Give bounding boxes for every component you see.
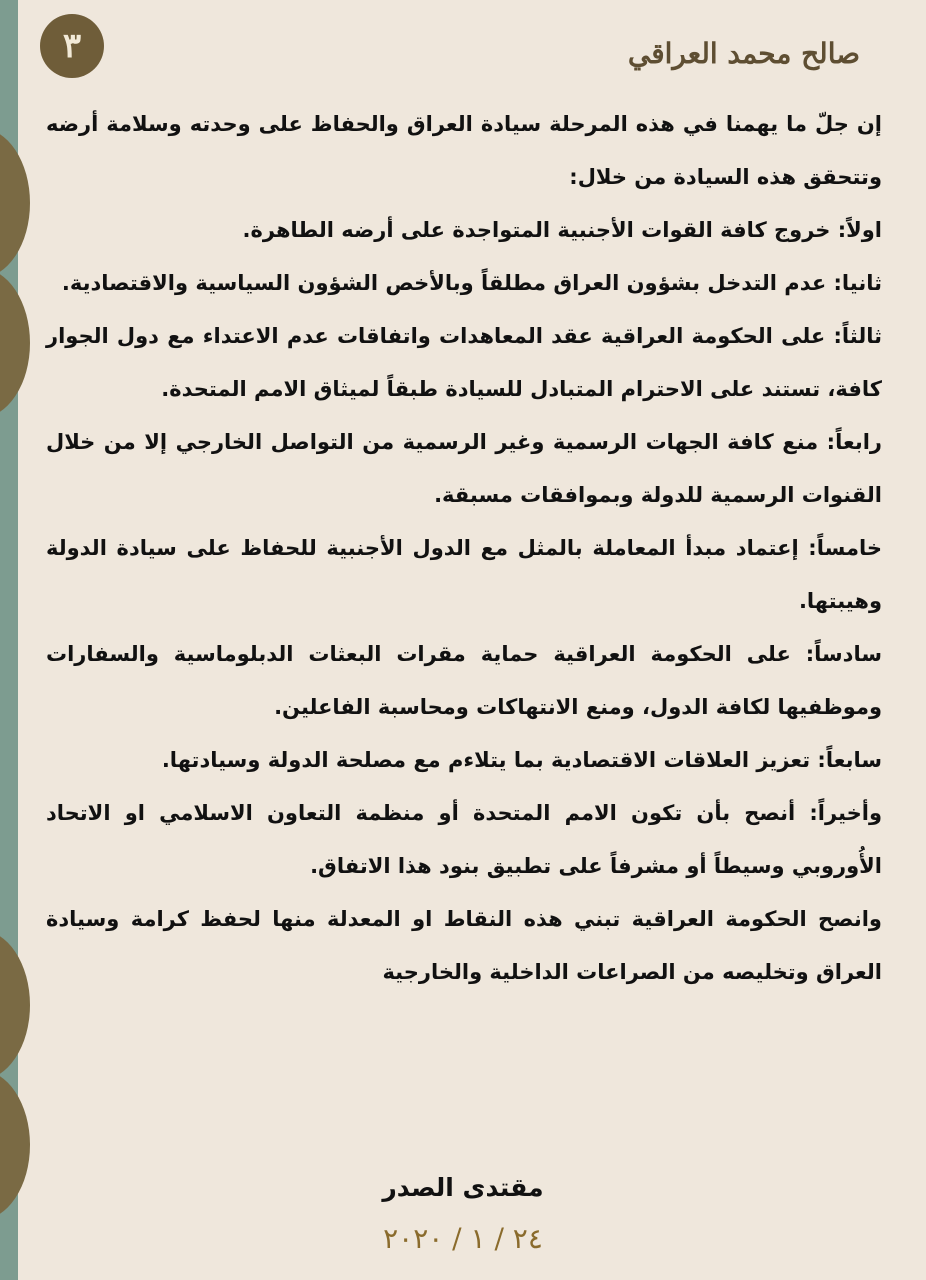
statement-body: [46, 98, 882, 999]
side-decoration-circle: [0, 930, 30, 1080]
signature-name: مقتدى الصدر: [382, 1173, 544, 1202]
side-decoration-circle: [0, 268, 30, 418]
final-point-paragraph: وأخيراً: أنصح بأن تكون الامم المتحدة أو منظمة التعاون الاسلامي او الاتحاد الأُوروبي وسيطاً أو مشرفاً على تطبيق بنود هذا الاتفاق.: [46, 801, 882, 878]
page-number-badge: ٣: [40, 14, 104, 78]
point-7-paragraph: سابعاً: تعزيز العلاقات الاقتصادية بما يتلاءم مع مصلحة الدولة وسيادتها.: [161, 748, 882, 772]
point-1-paragraph: اولاً: خروج كافة القوات الأجنبية المتواجدة على أرضه الطاهرة.: [242, 218, 882, 242]
point-3-paragraph: ثالثاً: على الحكومة العراقية عقد المعاهدات واتفاقات عدم الاعتداء مع دول الجوار كافة، تستند على الاحترام المتبادل للسيادة طبقاً لميثاق الامم المتحدة.: [46, 324, 882, 401]
document-date: ٢٤ / ١ / ٢٠٢٠: [383, 1222, 543, 1255]
point-6-paragraph: سادساً: على الحكومة العراقية حماية مقرات البعثات الدبلوماسية والسفارات وموظفيها لكافة الدول، ومنع الانتهاكات ومحاسبة الفاعلين.: [46, 642, 882, 719]
point-4-paragraph: رابعاً: منع كافة الجهات الرسمية وغير الرسمية من التواصل الخارجي إلا من خلال القنوات الرسمية للدولة وبموافقات مسبقة.: [46, 430, 882, 507]
point-2-paragraph: ثانيا: عدم التدخل بشؤون العراق مطلقاً وبالأخص الشؤون السياسية والاقتصادية.: [61, 271, 882, 295]
closing-paragraph: وانصح الحكومة العراقية تبني هذه النقاط او المعدلة منها لحفظ كرامة وسيادة العراق وتخليصه من الصراعات الداخلية والخارجية: [46, 907, 882, 984]
author-logo: [627, 22, 880, 84]
point-5-paragraph: خامساً: إعتماد مبدأ المعاملة بالمثل مع الدول الأجنبية للحفاظ على سيادة الدولة وهيبتها.: [46, 536, 882, 613]
side-decoration-circle: [0, 128, 30, 278]
logo-calligraphy-text: صالح محمد العراقي: [627, 36, 860, 70]
intro-paragraph: إن جلّ ما يهمنا في هذه المرحلة سيادة العراق والحفاظ على وحدته وسلامة أرضه وتتحقق هذه السيادة من خلال:: [46, 112, 882, 189]
